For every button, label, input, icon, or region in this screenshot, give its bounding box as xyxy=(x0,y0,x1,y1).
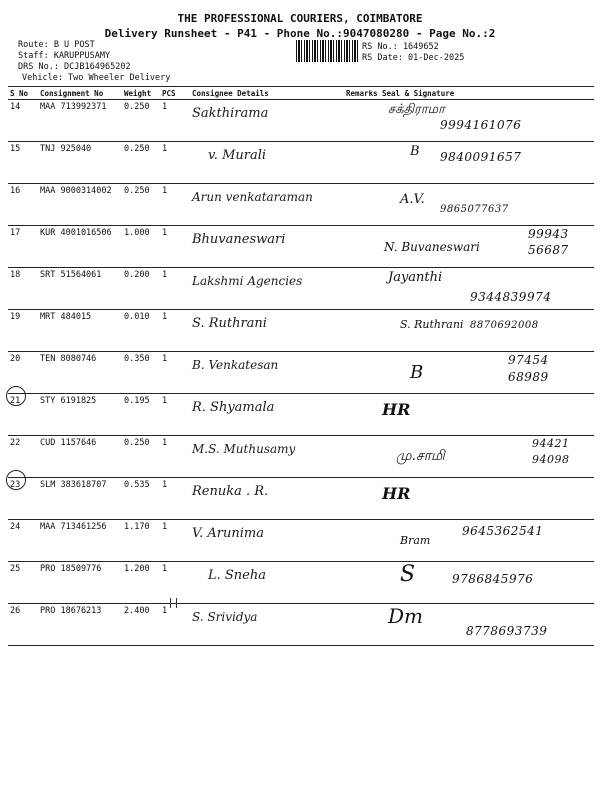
row-consignment: KUR 4001016506 xyxy=(38,226,122,268)
table-row xyxy=(8,436,594,478)
table-row xyxy=(8,562,594,604)
row-pcs: 1 xyxy=(160,100,190,142)
row-signature xyxy=(380,100,594,142)
row-pcs: 1 xyxy=(160,436,190,478)
row-consignment: STY 6191825 xyxy=(38,394,122,436)
row-weight: 0.250 xyxy=(122,436,160,478)
pen-mark xyxy=(170,598,171,608)
row-consignment: MAA 713461256 xyxy=(38,520,122,562)
signature-phone: 9645362541 xyxy=(462,524,544,538)
row-pcs: 1 xyxy=(160,310,190,352)
row-signature xyxy=(380,268,594,310)
row-pcs: 1 xyxy=(160,226,190,268)
signature-phone: 94421 94098 xyxy=(532,437,570,466)
row-weight: 0.250 xyxy=(122,184,160,226)
table-row xyxy=(8,352,594,394)
serial-circle-mark xyxy=(6,470,26,490)
row-consignment: MAA 713992371 xyxy=(38,100,122,142)
signature-phone: 9344839974 xyxy=(470,290,552,304)
row-consignee: Sakthirama xyxy=(192,106,269,121)
route-label: Route: B U POST xyxy=(18,40,95,50)
signature-name: S xyxy=(400,562,416,587)
runsheet-title: Delivery Runsheet - P41 - Phone No.:9047080280 - Page No.:2 xyxy=(104,27,496,40)
row-signature xyxy=(380,436,594,478)
row-consignment: SRT 51564061 xyxy=(38,268,122,310)
row-sno: 18 xyxy=(8,268,38,310)
row-weight: 0.200 xyxy=(122,268,160,310)
row-pcs: 1 xyxy=(160,142,190,184)
row-pcs: 1 xyxy=(160,520,190,562)
row-consignee: Arun venkataraman xyxy=(192,190,313,204)
row-pcs: 1 xyxy=(160,184,190,226)
row-sno: 14 xyxy=(8,100,38,142)
row-consignment: CUD 1157646 xyxy=(38,436,122,478)
row-pcs: 1 xyxy=(160,268,190,310)
row-consignment: SLM 383618707 xyxy=(38,478,122,520)
row-consignee: Bhuvaneswari xyxy=(192,232,286,247)
row-weight: 2.400 xyxy=(122,604,160,646)
rs-number: RS No.: 1649652 xyxy=(362,42,439,52)
table-row xyxy=(8,604,594,646)
row-signature xyxy=(380,478,594,520)
serial-circle-mark xyxy=(6,386,26,406)
row-remarks xyxy=(344,268,380,310)
row-sno: 21 xyxy=(8,394,38,436)
row-consignment: MRT 484015 xyxy=(38,310,122,352)
row-remarks xyxy=(344,394,380,436)
row-consignment: PRO 18509776 xyxy=(38,562,122,604)
signature-name: B xyxy=(410,144,420,159)
row-remarks xyxy=(344,310,380,352)
row-sno: 26 xyxy=(8,604,38,646)
pen-mark xyxy=(176,598,177,608)
barcode xyxy=(296,40,358,62)
signature-name: சக்திராமா xyxy=(388,102,445,117)
row-sno: 25 xyxy=(8,562,38,604)
row-consignee: S. Ruthrani xyxy=(192,316,267,331)
table-row xyxy=(8,268,594,310)
signature-name: N. Buvaneswari xyxy=(384,240,480,254)
row-consignee: v. Murali xyxy=(208,148,267,163)
row-consignee: L. Sneha xyxy=(208,568,266,583)
row-remarks xyxy=(344,436,380,478)
table-row xyxy=(8,478,594,520)
row-weight: 0.195 xyxy=(122,394,160,436)
row-pcs: 1 xyxy=(160,604,190,646)
row-consignee: V. Arunima xyxy=(192,526,264,541)
row-consignment: PRO 18676213 xyxy=(38,604,122,646)
col-weight: Weight xyxy=(122,87,160,100)
col-signature: Seal & Signature xyxy=(380,87,594,100)
signature-name: HR xyxy=(382,484,411,503)
staff-label: Staff: KARUPPUSAMY xyxy=(18,51,111,61)
signature-name: Jayanthi xyxy=(388,270,443,285)
col-remarks: Remarks xyxy=(344,87,380,100)
row-remarks xyxy=(344,226,380,268)
row-sno: 16 xyxy=(8,184,38,226)
row-signature xyxy=(380,142,594,184)
signature-phone: 9865077637 xyxy=(440,204,509,215)
signature-name: A.V. xyxy=(400,192,425,207)
row-signature xyxy=(380,520,594,562)
row-remarks xyxy=(344,184,380,226)
row-remarks xyxy=(344,100,380,142)
col-pcs: PCS xyxy=(160,87,190,100)
row-pcs: 1 xyxy=(160,562,190,604)
row-signature xyxy=(380,394,594,436)
row-sno: 23 xyxy=(8,478,38,520)
row-remarks xyxy=(344,352,380,394)
row-remarks xyxy=(344,562,380,604)
row-weight: 0.250 xyxy=(122,100,160,142)
col-consignee: Consignee Details xyxy=(190,87,344,100)
signature-name: Bram xyxy=(400,534,431,547)
table-header-row xyxy=(8,87,594,100)
row-signature xyxy=(380,226,594,268)
signature-phone: 8870692008 xyxy=(470,320,539,331)
row-remarks xyxy=(344,604,380,646)
row-consignee: Lakshmi Agencies xyxy=(192,274,303,288)
signature-phone: 9994161076 xyxy=(440,118,522,132)
signature-name: Dm xyxy=(388,604,423,628)
row-signature xyxy=(380,184,594,226)
row-weight: 1.170 xyxy=(122,520,160,562)
vehicle-label: Vehicle: Two Wheeler Delivery xyxy=(22,73,171,83)
row-consignee: Renuka . R. xyxy=(192,484,269,499)
row-weight: 0.535 xyxy=(122,478,160,520)
table-row xyxy=(8,310,594,352)
row-weight: 0.250 xyxy=(122,142,160,184)
row-remarks xyxy=(344,142,380,184)
signature-phone: 9840091657 xyxy=(440,150,522,164)
row-sno: 17 xyxy=(8,226,38,268)
row-consignment: TEN 8080746 xyxy=(38,352,122,394)
row-sno: 24 xyxy=(8,520,38,562)
signature-name: B xyxy=(410,362,424,383)
signature-name: மு.சாமி xyxy=(396,448,445,464)
table-row xyxy=(8,226,594,268)
row-signature xyxy=(380,310,594,352)
table-row xyxy=(8,184,594,226)
row-weight: 1.200 xyxy=(122,562,160,604)
signature-phone: 9786845976 xyxy=(452,572,534,586)
runsheet-table xyxy=(8,86,594,646)
row-sno: 20 xyxy=(8,352,38,394)
row-signature xyxy=(380,352,594,394)
row-sno: 19 xyxy=(8,310,38,352)
col-sno: S No xyxy=(8,87,38,100)
row-weight: 0.350 xyxy=(122,352,160,394)
company-title: THE PROFESSIONAL COURIERS, COIMBATORE xyxy=(177,12,423,25)
rs-date: RS Date: 01-Dec-2025 xyxy=(362,53,465,63)
row-consignee: M.S. Muthusamy xyxy=(192,442,296,456)
row-weight: 1.000 xyxy=(122,226,160,268)
row-pcs: 1 xyxy=(160,352,190,394)
row-weight: 0.010 xyxy=(122,310,160,352)
row-remarks xyxy=(344,520,380,562)
signature-phone: 8778693739 xyxy=(466,624,548,638)
row-sno: 15 xyxy=(8,142,38,184)
table-row xyxy=(8,100,594,142)
signature-name: HR xyxy=(382,400,411,419)
row-pcs: 1 xyxy=(160,478,190,520)
row-signature xyxy=(380,604,594,646)
row-consignee: S. Srividya xyxy=(192,610,258,624)
row-consignment: TNJ 925040 xyxy=(38,142,122,184)
row-consignment: MAA 9000314002 xyxy=(38,184,122,226)
table-row xyxy=(8,520,594,562)
row-pcs: 1 xyxy=(160,394,190,436)
row-sno: 22 xyxy=(8,436,38,478)
signature-name: S. Ruthrani xyxy=(400,318,464,331)
row-consignee: B. Venkatesan xyxy=(192,358,279,372)
signature-phone: 97454 68989 xyxy=(508,353,549,384)
row-remarks xyxy=(344,478,380,520)
drs-number: DRS No.: DCJB164965202 xyxy=(18,62,131,72)
table-row xyxy=(8,142,594,184)
table-row xyxy=(8,394,594,436)
signature-phone: 99943 56687 xyxy=(528,227,569,257)
row-consignee: R. Shyamala xyxy=(192,400,275,415)
col-consignment: Consignment No xyxy=(38,87,122,100)
row-signature xyxy=(380,562,594,604)
